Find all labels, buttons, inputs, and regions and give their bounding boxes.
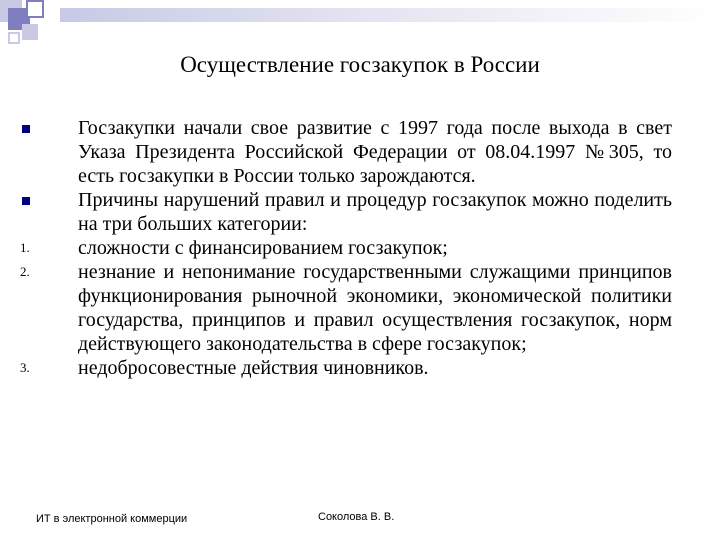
header-gradient-bar xyxy=(60,8,720,22)
list-item xyxy=(20,356,672,380)
list-item-text: Госзакупки начали свое развитие с 1997 года после выхода в свет Указа Президента Российской Федерации от 08.04.1997 №305, то есть госзакупки в России только зарождаются. xyxy=(78,117,672,187)
footer-author: Соколова В. В. xyxy=(318,511,395,523)
list-item xyxy=(20,188,672,236)
list-item-text: сложности с финансированием госзакупок; xyxy=(78,237,448,259)
square-bullet-icon xyxy=(22,125,30,133)
square-bullet-icon xyxy=(22,197,30,205)
list-item xyxy=(20,116,672,188)
slide-title: Осуществление госзакупок в России xyxy=(180,52,540,77)
slide-content xyxy=(20,116,672,380)
corner-square xyxy=(26,0,44,18)
list-item xyxy=(20,236,672,260)
corner-square xyxy=(22,24,38,40)
list-number: 2. xyxy=(20,264,30,279)
list-item-text: Причины нарушений правил и процедур госзакупок можно поделить на три больших категории: xyxy=(78,189,672,235)
list-item-text: незнание и непонимание государственными служащими принципов функционирования рыночной экономики, экономической политики государства, принципов и правил осуществления госзакупок, норм действующего законодательства в сфере госзакупок; xyxy=(78,261,672,355)
list-item xyxy=(20,260,672,356)
list-number: 3. xyxy=(20,360,30,375)
list-number: 1. xyxy=(20,240,30,255)
list-item-text: недобросовестные действия чиновников. xyxy=(78,357,429,379)
footer-course-name: ИТ в электронной коммерции xyxy=(36,513,188,525)
corner-square xyxy=(8,32,20,44)
